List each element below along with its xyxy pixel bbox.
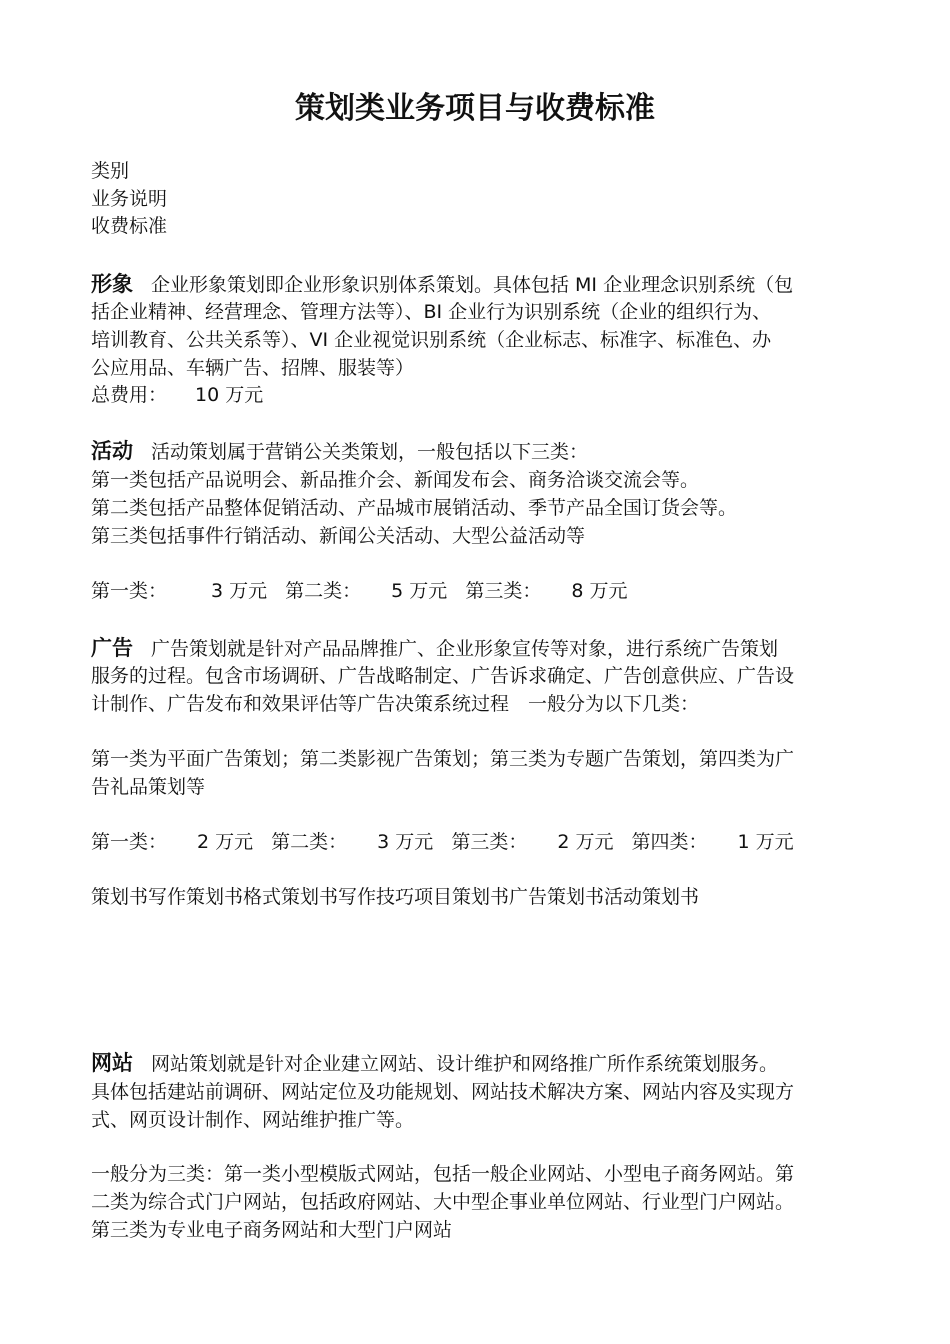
fee-label: 第四类： xyxy=(631,831,708,853)
web-section-types: 一般分为三类：第一类小型模版式网站，包括一般企业网站、小型电子商务网站。第 xyxy=(91,1163,795,1185)
ad-section-line xyxy=(91,634,881,663)
fee-label: 第一类： xyxy=(91,580,168,602)
fee-value: 5 万元 xyxy=(391,580,448,602)
ad-section-types: 第一类为平面广告策划；第二类影视广告策划；第三类为专题广告策划，第四类为广 xyxy=(91,748,795,770)
fee-label: 第三类： xyxy=(465,580,542,602)
fee-label: 第三类： xyxy=(451,831,528,853)
event-section-fees xyxy=(91,577,881,605)
fee-value: 10 万元 xyxy=(195,384,264,406)
event-section-line: 第三类包括事件行销活动、新闻公关活动、大型公益活动等 xyxy=(91,525,586,547)
label-fee: 收费标准 xyxy=(91,215,168,237)
fee-value: 3 万元 xyxy=(211,580,268,602)
fee-value: 8 万元 xyxy=(571,580,628,602)
event-section-line: 第二类包括产品整体促销活动、产品城市展销活动、季节产品全国订货会等。 xyxy=(91,497,738,519)
label-description: 业务说明 xyxy=(91,188,168,210)
web-section-types: 第三类为专业电子商务网站和大型门户网站 xyxy=(91,1219,453,1241)
image-section-heading: 形象 xyxy=(91,272,133,296)
event-section-line xyxy=(91,437,881,466)
web-section-line xyxy=(91,1049,881,1078)
fee-value: 2 万元 xyxy=(557,831,614,853)
event-section-text: 活动策划属于营销公关类策划，一般包括以下三类： xyxy=(151,441,589,463)
fee-value: 3 万元 xyxy=(377,831,434,853)
ad-section-text: 广告策划就是针对产品品牌推广、企业形象宣传等对象，进行系统广告策划 xyxy=(151,638,779,660)
ad-section-line: 计制作、广告发布和效果评估等广告决策系统过程 一般分为以下几类： xyxy=(91,693,700,715)
web-section-types: 二类为综合式门户网站，包括政府网站、大中型企事业单位网站、行业型门户网站。 xyxy=(91,1191,795,1213)
image-section-line: 培训教育、公共关系等）、VI 企业视觉识别系统（企业标志、标准字、标准色、办 xyxy=(91,329,772,351)
page-title: 策划类业务项目与收费标准 xyxy=(295,91,655,126)
ad-section-heading: 广告 xyxy=(91,636,133,660)
fee-value: 2 万元 xyxy=(197,831,254,853)
fee-label: 第二类： xyxy=(271,831,348,853)
fee-label: 第一类： xyxy=(91,831,168,853)
label-category: 类别 xyxy=(91,160,130,182)
event-section-heading: 活动 xyxy=(91,439,133,463)
web-section-heading: 网站 xyxy=(91,1051,133,1075)
event-section-line: 第一类包括产品说明会、新品推介会、新闻发布会、商务洽谈交流会等。 xyxy=(91,469,700,491)
image-section-text: 企业形象策划即企业形象识别体系策划。具体包括 MI 企业理念识别系统（包 xyxy=(151,274,794,296)
web-section-line: 式、网页设计制作、网站维护推广等。 xyxy=(91,1109,415,1131)
ad-section-types: 告礼品策划等 xyxy=(91,776,206,798)
ad-section-fees xyxy=(91,828,881,856)
related-links-line: 策划书写作策划书格式策划书写作技巧项目策划书广告策划书活动策划书 xyxy=(91,886,700,908)
fee-value: 1 万元 xyxy=(737,831,794,853)
image-section-fee xyxy=(91,381,881,409)
fee-label: 第二类： xyxy=(285,580,362,602)
web-section-text: 网站策划就是针对企业建立网站、设计维护和网络推广所作系统策划服务。 xyxy=(151,1053,779,1075)
fee-label: 总费用： xyxy=(91,384,168,406)
image-section-line xyxy=(91,270,881,299)
image-section-line: 括企业精神、经营理念、管理方法等）、BI 企业行为识别系统（企业的组织行为、 xyxy=(91,301,772,323)
ad-section-line: 服务的过程。包含市场调研、广告战略制定、广告诉求确定、广告创意供应、广告设 xyxy=(91,665,795,687)
image-section-line: 公应用品、车辆广告、招牌、服装等） xyxy=(91,357,415,379)
web-section-line: 具体包括建站前调研、网站定位及功能规划、网站技术解决方案、网站内容及实现方 xyxy=(91,1081,795,1103)
